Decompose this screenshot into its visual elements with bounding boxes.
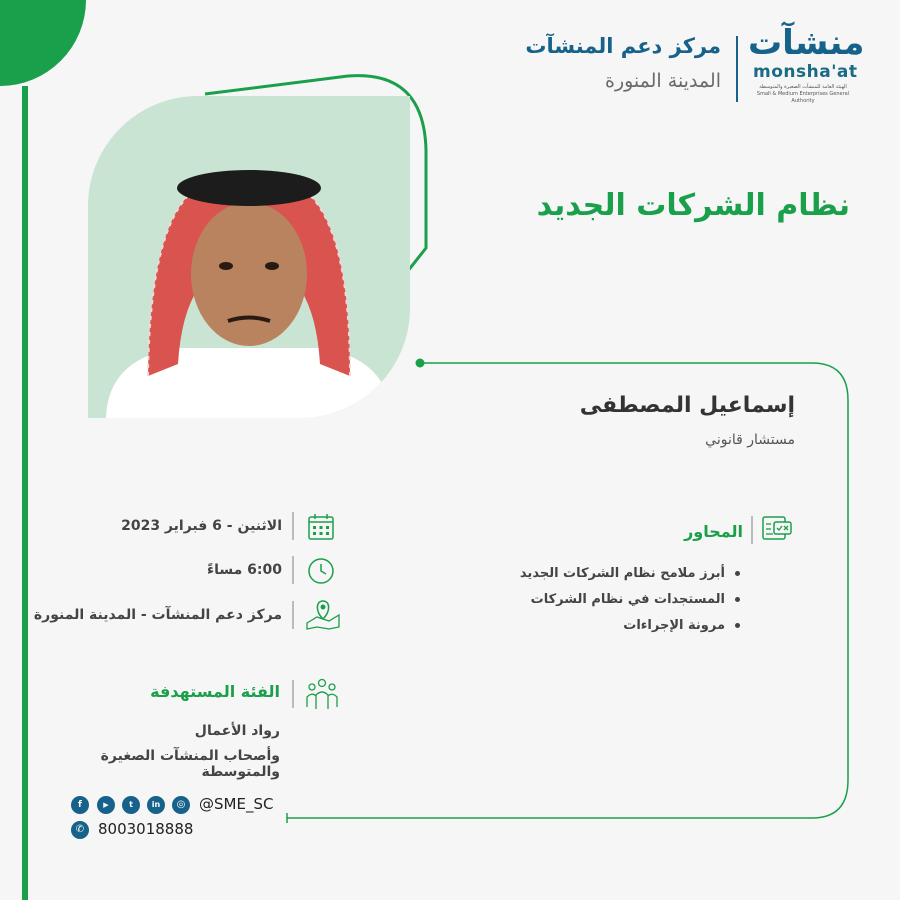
axes-item-text: مرونة الإجراءات: [623, 618, 725, 633]
center-subtitle: المدينة المنورة: [604, 70, 721, 92]
topics-icon: [760, 512, 794, 546]
target-line-2: وأصحاب المنشآت الصغيرة والمتوسطة: [100, 748, 280, 780]
map-pin-icon: [303, 597, 343, 631]
speaker-portrait-illustration: [88, 96, 410, 418]
speaker-role: مستشار قانوني: [705, 432, 795, 448]
event-time: 6:00 مساءً: [206, 562, 282, 578]
phone-number[interactable]: 8003018888: [98, 820, 194, 838]
bullet-icon: [735, 571, 740, 576]
social-handle[interactable]: @SME_SC: [199, 795, 274, 813]
target-label: الفئة المستهدفة: [150, 682, 280, 701]
linkedin-icon[interactable]: in: [147, 796, 165, 814]
monshaat-logo-tagline: الهيئة العامة للمنشآت الصغيرة والمتوسطة Small & Medium Enterprises General Authority: [756, 84, 850, 104]
info-box-dot: [416, 359, 425, 368]
axes-item-text: أبرز ملامح نظام الشركات الجديد: [519, 566, 725, 581]
monshaat-logo-latin: monsha'at: [753, 62, 858, 82]
instagram-icon[interactable]: ◎: [172, 796, 190, 814]
event-date: الاثنين - 6 فبراير 2023: [121, 518, 282, 534]
list-item: [470, 591, 740, 617]
clock-icon: [304, 554, 338, 588]
calendar-icon: [304, 510, 338, 544]
target-line-1: رواد الأعمال: [194, 723, 280, 739]
location-divider: [292, 601, 294, 629]
phone-icon[interactable]: ✆: [71, 821, 89, 839]
time-divider: [292, 556, 294, 584]
list-item: [470, 617, 740, 643]
monshaat-logo: منشآت: [748, 23, 865, 63]
target-divider: [292, 680, 294, 708]
axes-item-text: المستجدات في نظام الشركات: [530, 592, 725, 607]
bullet-icon: [735, 623, 740, 628]
people-icon: [303, 675, 341, 713]
axes-list: [470, 565, 740, 643]
date-divider: [292, 512, 294, 540]
event-title: نظام الشركات الجديد: [536, 188, 850, 223]
bullet-icon: [735, 597, 740, 602]
youtube-icon[interactable]: ▶: [97, 796, 115, 814]
speaker-photo: [88, 96, 410, 418]
axes-divider: [751, 516, 753, 544]
event-location: مركز دعم المنشآت - المدينة المنورة: [33, 607, 282, 623]
axes-label: المحاور: [684, 522, 743, 541]
center-title: مركز دعم المنشآت: [525, 34, 721, 58]
facebook-icon[interactable]: f: [71, 796, 89, 814]
list-item: [470, 565, 740, 591]
twitter-icon[interactable]: t: [122, 796, 140, 814]
header-divider: [736, 36, 738, 102]
speaker-name: إسماعيل المصطفى: [579, 393, 795, 418]
